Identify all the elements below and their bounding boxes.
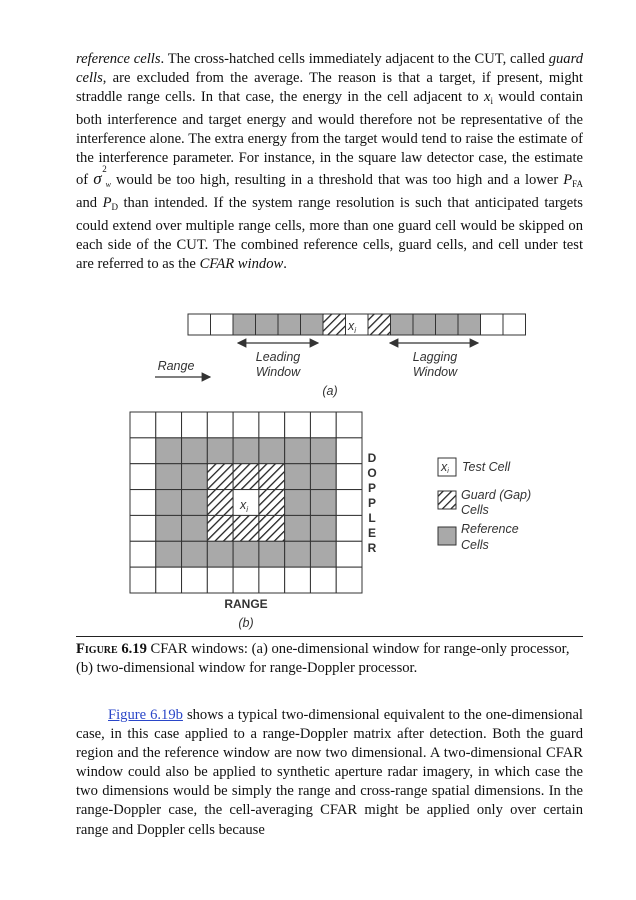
reference-cell bbox=[310, 515, 336, 541]
outside-cell bbox=[130, 412, 156, 438]
guard-cell bbox=[323, 314, 346, 335]
symbol-pd-base: P bbox=[102, 194, 112, 211]
guard-cell bbox=[233, 515, 259, 541]
reference-cell bbox=[156, 515, 182, 541]
doppler-letter: E bbox=[367, 526, 377, 540]
reference-cell bbox=[182, 515, 208, 541]
panel-b-label: (b) bbox=[238, 616, 254, 630]
caption-label: Figure 6.19 bbox=[76, 641, 147, 657]
symbol-sigma-sub: w bbox=[105, 179, 111, 189]
reference-cell bbox=[285, 490, 311, 516]
legend-reference-label-1: Reference bbox=[461, 522, 519, 536]
panel-a-label: (a) bbox=[322, 384, 338, 398]
reference-cell bbox=[285, 464, 311, 490]
legend-reference-swatch bbox=[438, 527, 456, 545]
range-label-a: Range bbox=[157, 359, 195, 373]
outside-cell bbox=[211, 314, 234, 335]
body-paragraph-2 bbox=[76, 706, 583, 840]
reference-cell bbox=[259, 541, 285, 567]
outside-cell bbox=[481, 314, 504, 335]
outside-cell bbox=[130, 464, 156, 490]
outside-cell bbox=[233, 567, 259, 593]
outside-cell bbox=[336, 515, 362, 541]
reference-cell bbox=[182, 438, 208, 464]
outside-cell bbox=[156, 567, 182, 593]
reference-cell bbox=[259, 438, 285, 464]
reference-cell bbox=[207, 438, 233, 464]
legend bbox=[438, 458, 531, 552]
outside-cell bbox=[207, 412, 233, 438]
outside-cell bbox=[310, 567, 336, 593]
legend-guard-swatch bbox=[438, 491, 456, 509]
reference-cell bbox=[310, 438, 336, 464]
reference-cell bbox=[182, 464, 208, 490]
range-label-b: RANGE bbox=[224, 597, 268, 611]
leading-label-1: Leading bbox=[255, 350, 301, 364]
outside-cell bbox=[503, 314, 526, 335]
doppler-axis-label bbox=[367, 451, 376, 555]
reference-cell bbox=[310, 541, 336, 567]
one-d-window bbox=[188, 314, 526, 335]
reference-cell bbox=[285, 438, 311, 464]
reference-cell bbox=[233, 541, 259, 567]
reference-cell bbox=[182, 541, 208, 567]
reference-cell bbox=[301, 314, 324, 335]
para1-text-c: would contain both interference and target energy and would therefore not be representative of the interference alone. The extra energy from the target would tend to raise the estimate of the interference parameter. For instance, in the square law detector case, the estimate of bbox=[76, 89, 583, 188]
outside-cell bbox=[156, 412, 182, 438]
reference-cell bbox=[278, 314, 301, 335]
reference-cell bbox=[207, 541, 233, 567]
reference-cell bbox=[156, 490, 182, 516]
reference-cell bbox=[458, 314, 481, 335]
symbol-sigma-sup: 2 bbox=[102, 163, 107, 174]
outside-cell bbox=[130, 541, 156, 567]
guard-cell bbox=[259, 464, 285, 490]
guard-cell bbox=[233, 464, 259, 490]
lagging-label-2: Window bbox=[412, 365, 458, 379]
para1-text-e: and bbox=[76, 194, 103, 211]
outside-cell bbox=[336, 541, 362, 567]
outside-cell bbox=[336, 412, 362, 438]
para2-text: shows a typical two-dimensional equivalent to the one-dimensional case, in this case applied to a range-Doppler matrix after detection. Both the guard region and the reference window are now two dimensional. A two-dimensional CFAR window could also be applied to synthetic aperture radar imagery, in which case the two dimensions would be simply the range and cross-range spatial dimensions. In the range-Doppler case, the cell-averaging CFAR might be applied only over certain range and Doppler cells because bbox=[76, 707, 583, 838]
legend-xi-sub: i bbox=[447, 468, 449, 475]
para1-text-a: . The cross-hatched cells immediately adjacent to the CUT, called bbox=[160, 51, 549, 67]
symbol-xi-base: x bbox=[483, 89, 491, 106]
term-reference-cells: reference cells bbox=[76, 51, 161, 67]
reference-cell bbox=[285, 541, 311, 567]
cut-b-x: x bbox=[240, 498, 247, 512]
reference-cell bbox=[310, 490, 336, 516]
caption-rule bbox=[76, 636, 583, 637]
reference-cell bbox=[391, 314, 414, 335]
symbol-pd-sub: D bbox=[111, 201, 118, 212]
cut-a-x: x bbox=[348, 319, 355, 333]
figure-6-19b-link[interactable]: Figure 6.19b bbox=[108, 707, 183, 723]
doppler-letter: R bbox=[367, 541, 377, 555]
term-guard-cells: guard cells bbox=[76, 51, 584, 87]
term-cfar-window: CFAR window bbox=[199, 255, 284, 272]
outside-cell bbox=[207, 567, 233, 593]
guard-cell bbox=[259, 515, 285, 541]
outside-cell bbox=[336, 490, 362, 516]
reference-cell bbox=[285, 515, 311, 541]
outside-cell bbox=[336, 464, 362, 490]
reference-cell bbox=[256, 314, 279, 335]
legend-xi-base: x bbox=[441, 460, 448, 474]
outside-cell bbox=[336, 567, 362, 593]
lagging-label-1: Lagging bbox=[412, 350, 458, 364]
outside-cell bbox=[310, 412, 336, 438]
guard-cell bbox=[207, 490, 233, 516]
guard-cell bbox=[368, 314, 391, 335]
para1-text-g: . bbox=[283, 255, 287, 272]
outside-cell bbox=[182, 412, 208, 438]
reference-cell bbox=[182, 490, 208, 516]
reference-cell bbox=[233, 438, 259, 464]
reference-cell bbox=[413, 314, 436, 335]
para1-text-d: would be too high, resulting in a threshold that was too high and a lower bbox=[110, 171, 564, 188]
outside-cell bbox=[285, 567, 311, 593]
doppler-letter: O bbox=[367, 466, 377, 480]
symbol-xi-sub: i bbox=[490, 96, 493, 107]
outside-cell bbox=[188, 314, 211, 335]
outside-cell bbox=[130, 438, 156, 464]
guard-cell bbox=[207, 515, 233, 541]
reference-cell bbox=[156, 541, 182, 567]
outside-cell bbox=[182, 567, 208, 593]
symbol-pfa-base: P bbox=[563, 171, 573, 188]
legend-reference-label-2: Cells bbox=[461, 538, 489, 552]
figure-caption bbox=[76, 640, 583, 678]
reference-cell bbox=[156, 438, 182, 464]
caption-text: CFAR windows: (a) one-dimensional window for range-only processor, (b) two-dimensional window for range-Doppler processor. bbox=[76, 641, 570, 676]
doppler-letter: P bbox=[367, 481, 377, 495]
cut-a-sub: i bbox=[354, 326, 357, 335]
legend-guard-label-2: Cells bbox=[461, 503, 489, 517]
legend-guard-label-1: Guard (Gap) bbox=[461, 488, 532, 502]
reference-cell bbox=[310, 464, 336, 490]
outside-cell bbox=[130, 567, 156, 593]
outside-cell bbox=[130, 490, 156, 516]
doppler-letter: D bbox=[367, 451, 377, 465]
guard-cell bbox=[259, 490, 285, 516]
reference-cell bbox=[156, 464, 182, 490]
doppler-letter: L bbox=[368, 511, 376, 525]
guard-cell bbox=[207, 464, 233, 490]
legend-test-cell-label: Test Cell bbox=[462, 460, 511, 474]
outside-cell bbox=[233, 412, 259, 438]
para1-text-b: , are excluded from the average. The reason is that a target, if present, might straddle range cells. In that case, the energy in the cell adjacent to bbox=[76, 70, 583, 106]
symbol-sigma: σ bbox=[93, 168, 102, 188]
para1-text-f: than intended. If the system range resolution is such that anticipated targets could extend over multiple range cells, more than one guard cell would be skipped on each side of the CUT. The combined reference cells, guard cells, and cell under test are referred to as the bbox=[76, 194, 583, 272]
leading-label-2: Window bbox=[255, 365, 301, 379]
outside-cell bbox=[336, 438, 362, 464]
outside-cell bbox=[259, 412, 285, 438]
outside-cell bbox=[259, 567, 285, 593]
cut-b-sub: i bbox=[246, 505, 249, 514]
reference-cell bbox=[233, 314, 256, 335]
outside-cell bbox=[285, 412, 311, 438]
symbol-pfa-sub: FA bbox=[572, 178, 583, 189]
doppler-letter: P bbox=[367, 496, 377, 510]
reference-cell bbox=[436, 314, 459, 335]
outside-cell bbox=[130, 515, 156, 541]
